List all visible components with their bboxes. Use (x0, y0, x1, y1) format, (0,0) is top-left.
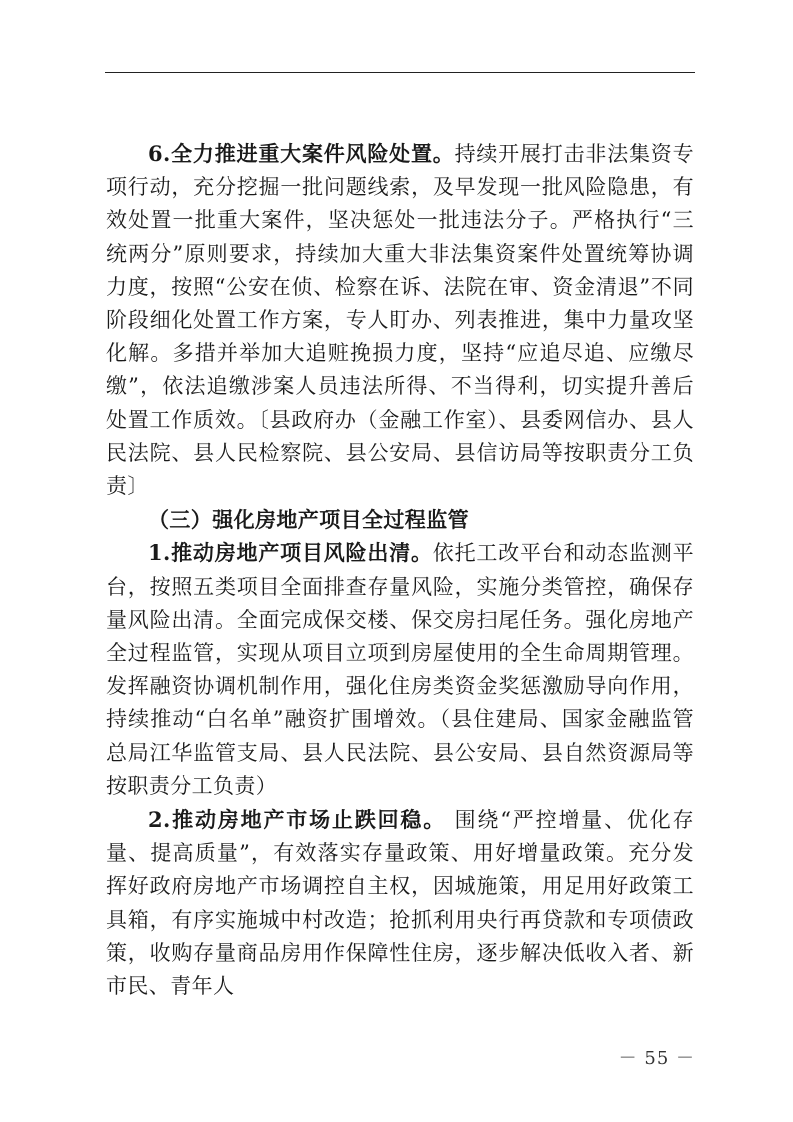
paragraph-text: 围绕“严控增量、优化存量、提高质量”，有效落实存量政策、用好增量政策。充分发挥好政府房地产市场调控自主权，因城施策，用足用好政策工具箱，有序实施城中村改造；抢抓利用央行再贷款和专项债政策，收购存量商品房用作保障性住房，逐步解决低收入者、新市民、青年人 (106, 808, 694, 999)
paragraph-major-case-risk (106, 137, 694, 503)
header-rule (105, 72, 695, 73)
paragraph-lead: 1.推动房地产项目风险出清。 (148, 540, 433, 566)
paragraph-real-estate-market (106, 803, 694, 1003)
page-number: － 55 － (618, 1048, 695, 1069)
paragraph-real-estate-risk (106, 536, 694, 803)
section-heading: （三）强化房地产项目全过程监管 (148, 507, 469, 533)
paragraph-lead: 6.全力推进重大案件风险处置。 (148, 141, 455, 166)
paragraph-text: 依托工改平台和动态监测平台，按照五类项目全面排查存量风险，实施分类管控，确保存量风险出清。全面完成保交楼、保交房扫尾任务。强化房地产全过程监管，实现从项目立项到房屋使用的全生命周期管理。发挥融资协调机制作用，强化住房类资金奖惩激励导向作用，持续推动“白名单”融资扩围增效。（县住建局、国家金融监管总局江华监管支局、县人民法院、县公安局、县自然资源局等按职责分工负责） (106, 541, 694, 798)
paragraph-text: 持续开展打击非法集资专项行动，充分挖掘一批问题线索，及早发现一批风险隐患，有效处置一批重大案件，坚决惩处一批违法分子。严格执行“三统两分”原则要求，持续加大重大非法集资案件处置统筹协调力度，按照“公安在侦、检察在诉、法院在审、资金清退”不同阶段细化处置工作方案，专人盯办、列表推进，集中力量攻坚化解。多措并举加大追赃挽损力度，坚持“应追尽追、应缴尽缴”，依法追缴涉案人员违法所得、不当得利，切实提升善后处置工作质效。〔县政府办（金融工作室）、县委网信办、县人民法院、县人民检察院、县公安局、县信访局等按职责分工负责〕 (106, 142, 695, 499)
paragraph-lead: 2.推动房地产市场止跌回稳。 (148, 807, 447, 833)
document-body (106, 137, 694, 1003)
